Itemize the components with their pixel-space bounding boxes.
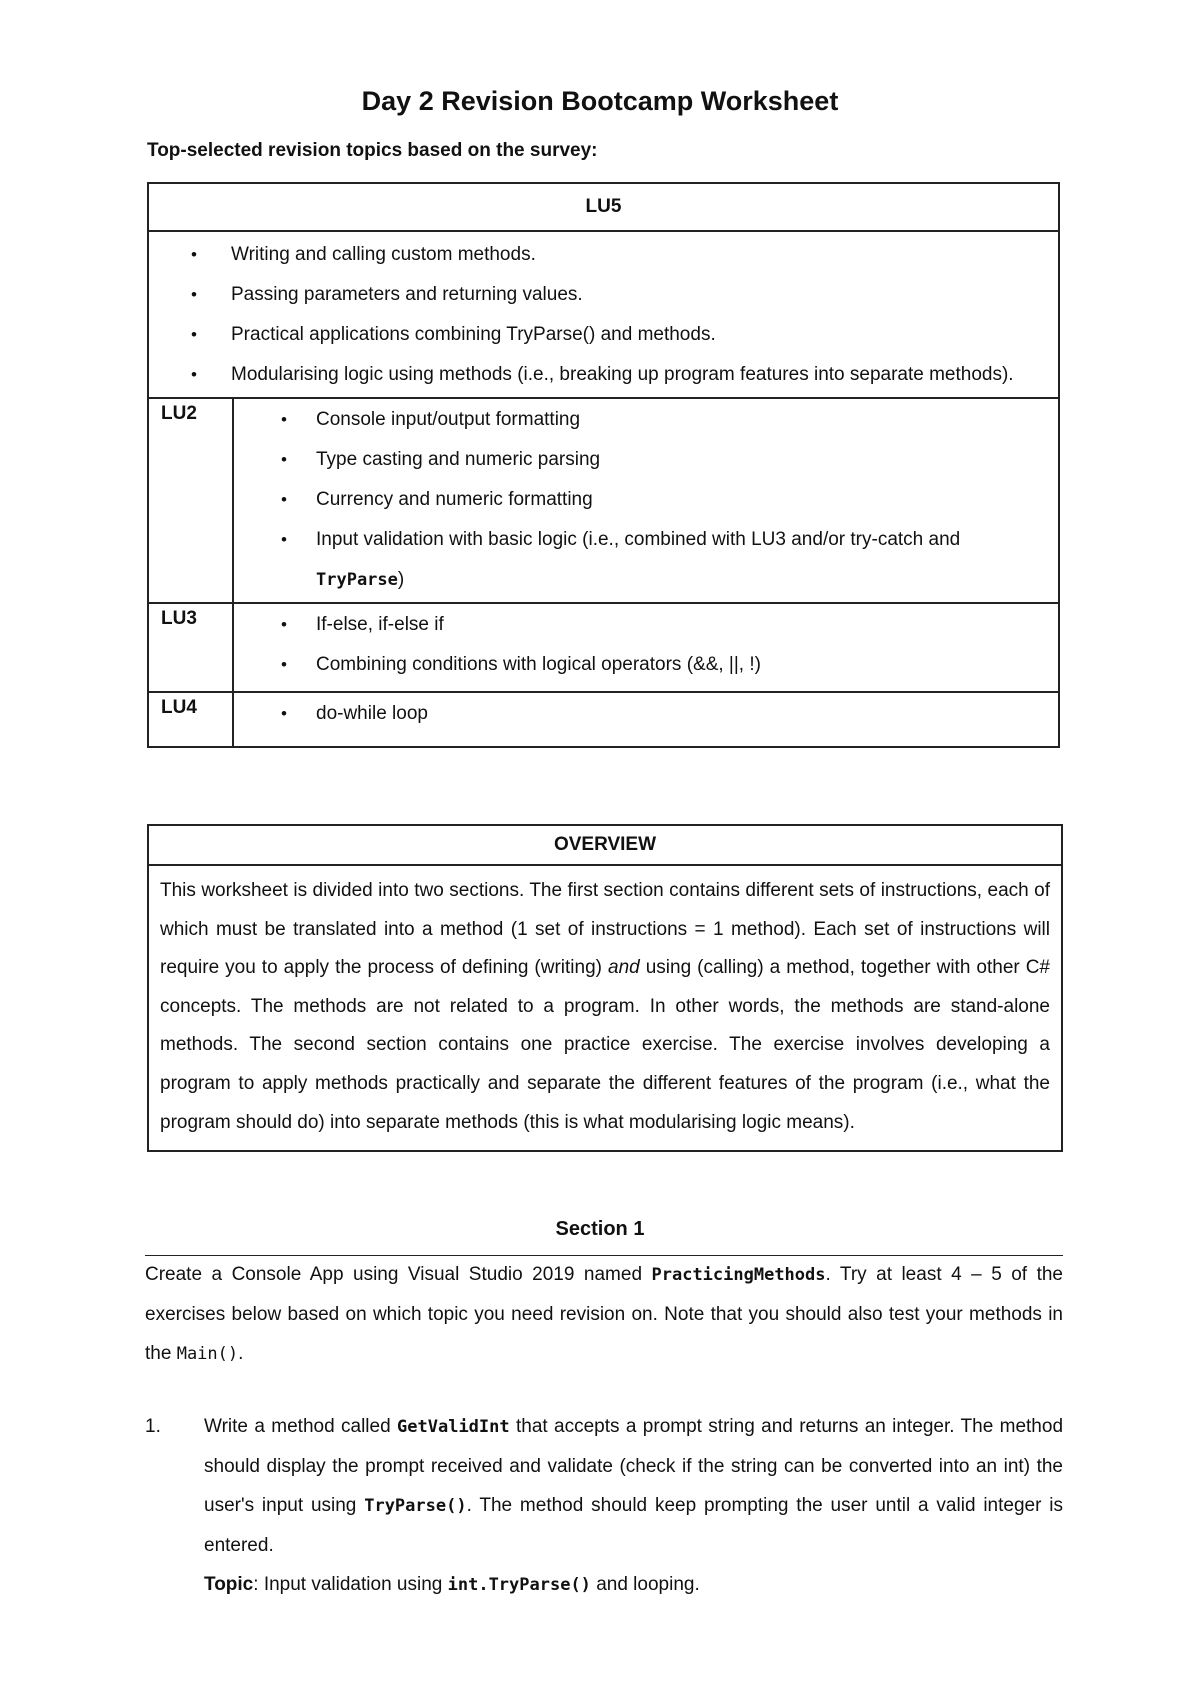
section-intro: Create a Console App using Visual Studio 2019 named PracticingMethods. Try at least 4 – 5 of the exercises below based on which topic you need revision on. Note that you should also test your methods in the Main(). <box>145 1264 1063 1364</box>
bullet-icon: • <box>281 410 287 429</box>
code-int-tryparse: int.TryParse() <box>447 1575 591 1595</box>
list-item: • Console input/output formatting <box>234 400 1048 440</box>
list-item: • Practical applications combining TryParse() and methods. <box>149 315 1048 355</box>
lu5-header: LU5 <box>148 183 1059 231</box>
bullet-icon: • <box>191 285 197 304</box>
lu4-label: LU4 <box>148 692 233 747</box>
bullet-icon: • <box>281 615 287 634</box>
bullet-icon: • <box>281 530 287 549</box>
bullet-icon: • <box>191 325 197 344</box>
exercise-1 <box>145 1407 1063 1605</box>
lu3-label: LU3 <box>148 603 233 692</box>
code-tryparse-call: TryParse() <box>364 1496 467 1516</box>
lu3-list <box>234 605 1048 685</box>
list-item: • Modularising logic using methods (i.e., breaking up program features into separate methods). <box>149 355 1048 395</box>
bullet-icon: • <box>191 245 197 264</box>
list-item: • Combining conditions with logical operators (&&, ||, !) <box>234 645 1048 685</box>
overview-header: OVERVIEW <box>148 825 1062 865</box>
overview-text: This worksheet is divided into two sections. The first section contains different sets of instructions, each of which must be translated into a method (1 set of instructions = 1 method). Each set of instructions will require you to apply the process of defining (writing) and using (calling) a method, together with other C# concepts. The methods are not related to a program. In other words, the methods are stand-alone methods. The second section contains one practice exercise. The exercise involves developing a program to apply methods practically and separate the different features of the program (i.e., what the program should do) into separate methods (this is what modularising logic means). <box>148 865 1062 1151</box>
bullet-icon: • <box>281 490 287 509</box>
list-item: • Input validation with basic logic (i.e., combined with LU3 and/or try-catch and TryParse) <box>234 520 1048 600</box>
code-main: Main() <box>176 1344 239 1364</box>
lu4-cell <box>233 692 1059 747</box>
code-getvalidint: GetValidInt <box>397 1417 510 1437</box>
list-item: • Type casting and numeric parsing <box>234 440 1048 480</box>
topic-label: Topic <box>204 1574 254 1595</box>
list-item: • Currency and numeric formatting <box>234 480 1048 520</box>
exercise-text: Write a method called GetValidInt that accepts a prompt string and returns an integer. The method should display the prompt received and validate (check if the string can be converted into an int) the user's input using TryParse(). The method should keep prompting the user until a valid integer is entered. Topic: Input validation using int.TryParse() and looping. <box>204 1416 1064 1595</box>
lu5-list <box>149 235 1048 395</box>
lu2-cell <box>233 398 1059 603</box>
bullet-icon: • <box>191 365 197 384</box>
bullet-icon: • <box>281 704 287 723</box>
topics-table <box>147 182 1060 748</box>
lu3-cell <box>233 603 1059 692</box>
bullet-icon: • <box>281 450 287 469</box>
lu2-list <box>234 400 1048 600</box>
overview-table <box>147 824 1063 1152</box>
list-item: • Writing and calling custom methods. <box>149 235 1048 275</box>
code-tryparse: TryParse <box>316 570 398 590</box>
section-title: Section 1 <box>555 1218 645 1240</box>
bullet-icon: • <box>281 655 287 674</box>
lu4-list <box>234 694 1048 734</box>
list-item: • do-while loop <box>234 694 1048 734</box>
page-subtitle: Top-selected revision topics based on the survey: <box>147 140 598 161</box>
code-practicingmethods: PracticingMethods <box>651 1265 826 1285</box>
list-item: • Passing parameters and returning values. <box>149 275 1048 315</box>
lu5-cell <box>148 231 1059 398</box>
list-item: • If-else, if-else if <box>234 605 1048 645</box>
page-title: Day 2 Revision Bootcamp Worksheet <box>361 86 839 116</box>
exercise-number: 1. <box>145 1416 161 1437</box>
lu2-label: LU2 <box>148 398 233 603</box>
